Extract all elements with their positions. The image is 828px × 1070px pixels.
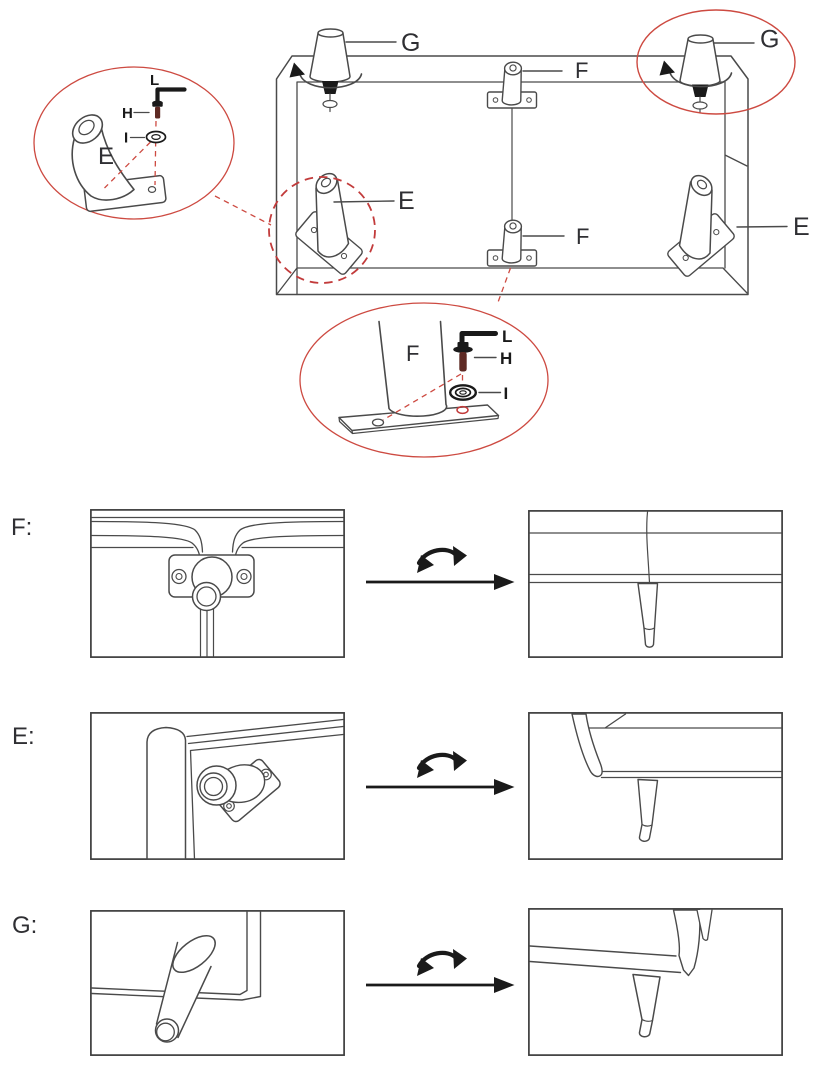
step-arrow xyxy=(362,945,522,1001)
label-g-right: G xyxy=(760,25,780,54)
proceed-arrow-icon xyxy=(366,977,515,993)
rotate-icon xyxy=(417,949,467,976)
label-washer: I xyxy=(124,129,129,147)
label-e-right: E xyxy=(793,213,810,241)
label-f-top: F xyxy=(575,58,589,83)
label-allen-key: L xyxy=(502,327,513,346)
label-bolt: H xyxy=(122,105,133,122)
label-g-left: G xyxy=(401,29,421,57)
label-e-left: E xyxy=(398,187,415,215)
label-washer: I xyxy=(503,384,509,403)
step-label-g: G: xyxy=(12,912,38,939)
label-bolt: H xyxy=(500,349,513,368)
label-allen-key: L xyxy=(150,72,160,89)
label-e-detail: E xyxy=(98,143,115,170)
panel-g-before xyxy=(90,910,345,1056)
step-label-e: E: xyxy=(12,723,35,750)
panel-g-after xyxy=(528,908,783,1056)
step-label-f: F: xyxy=(11,514,33,541)
label-f-bottom: F xyxy=(576,224,590,249)
label-f-detail: F xyxy=(406,341,420,366)
